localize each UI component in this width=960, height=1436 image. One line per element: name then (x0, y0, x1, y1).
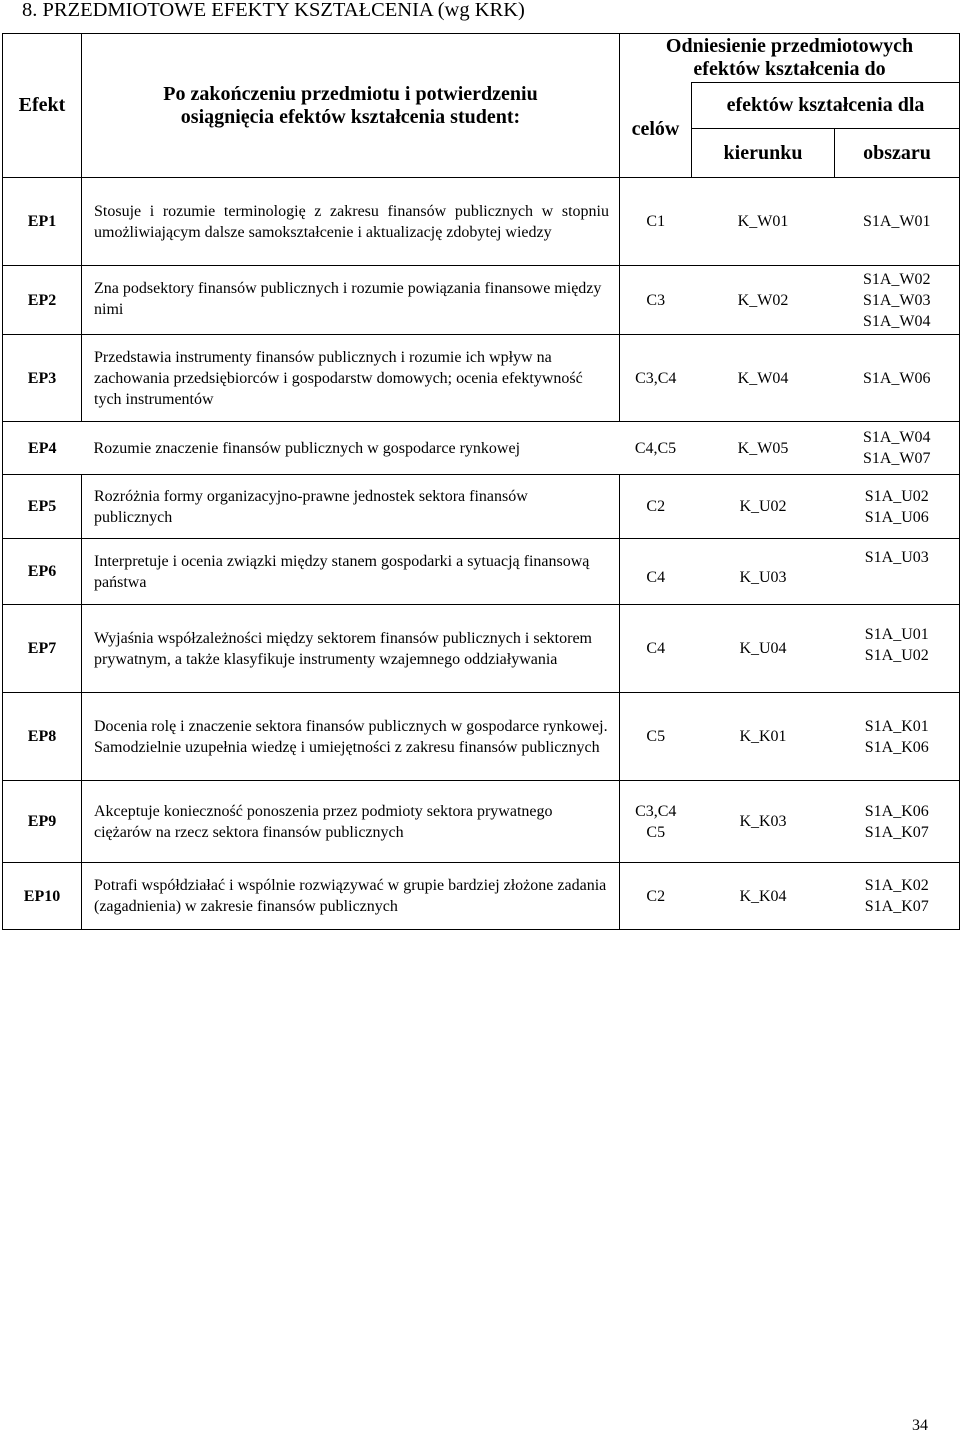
table-row (3, 781, 960, 863)
row-kierunku: K_U03 (692, 539, 835, 605)
row-celow: C3,C4 C5 (620, 781, 692, 863)
table-row (3, 693, 960, 781)
row-description: Zna podsektory finansów publicznych i rozumie powiązania finansowe między nimi (82, 266, 620, 335)
table-row (3, 178, 960, 266)
row-celow: C2 (620, 863, 692, 930)
row-description: Docenia rolę i znaczenie sektora finansów publicznych w gospodarce rynkowej. Samodzielnie uzupełnia wiedzę i umiejętności z zakresu finansów publicznych (82, 693, 620, 781)
row-kierunku: K_K01 (692, 693, 835, 781)
row-id: EP5 (3, 475, 82, 539)
row-kierunku: K_W01 (692, 178, 835, 266)
row-description: Rozróżnia formy organizacyjno-prawne jednostek sektora finansów publicznych (82, 475, 620, 539)
row-kierunku: K_K04 (692, 863, 835, 930)
row-description: Akceptuje konieczność ponoszenia przez podmioty sektora prywatnego ciężarów na rzecz sektora finansów publicznych (82, 781, 620, 863)
row-id: EP3 (3, 335, 82, 422)
row-description: Wyjaśnia współzależności między sektorem finansów publicznych i sektorem prywatnym, a także klasyfikuje instrumenty wzajemnego oddziaływania (82, 605, 620, 693)
row-kierunku: K_W05 (692, 422, 835, 475)
row-celow: C5 (620, 693, 692, 781)
table-row (3, 539, 960, 605)
row-kierunku: K_W04 (692, 335, 835, 422)
row-obszaru: S1A_K06 S1A_K07 (835, 781, 960, 863)
row-id: EP4 (3, 422, 82, 475)
row-id: EP8 (3, 693, 82, 781)
row-kierunku: K_W02 (692, 266, 835, 335)
learning-outcomes-table (2, 33, 960, 930)
table-row (3, 863, 960, 930)
header-efekt: Efekt (3, 34, 82, 178)
header-odniesienie: Odniesienie przedmiotowych efektów kształcenia do (620, 34, 960, 83)
row-obszaru: S1A_U01 S1A_U02 (835, 605, 960, 693)
row-description: Stosuje i rozumie terminologię z zakresu finansów publicznych w stopniu umożliwiającym dalsze samokształcenie i aktualizację zdobytej wiedzy (82, 178, 620, 266)
table-row (3, 422, 960, 475)
row-description: Rozumie znaczenie finansów publicznych w gospodarce rynkowej (82, 422, 620, 475)
row-obszaru: S1A_W04 S1A_W07 (835, 422, 960, 475)
row-celow: C4 (620, 605, 692, 693)
row-celow: C4 (620, 539, 692, 605)
row-kierunku: K_U02 (692, 475, 835, 539)
page-number: 34 (912, 1417, 928, 1434)
row-celow: C3,C4 (620, 335, 692, 422)
header-efektow-dla: efektów kształcenia dla (692, 83, 960, 129)
header-kierunku: kierunku (692, 129, 835, 178)
header-obszaru: obszaru (835, 129, 960, 178)
table-row (3, 335, 960, 422)
row-description: Przedstawia instrumenty finansów publicznych i rozumie ich wpływ na zachowania przedsiębiorców i gospodarstw domowych; ocenia efektywność tych instrumentów (82, 335, 620, 422)
row-obszaru: S1A_W06 (835, 335, 960, 422)
row-obszaru: S1A_W02 S1A_W03 S1A_W04 (835, 266, 960, 335)
row-id: EP2 (3, 266, 82, 335)
row-id: EP10 (3, 863, 82, 930)
row-obszaru: S1A_K02 S1A_K07 (835, 863, 960, 930)
row-id: EP1 (3, 178, 82, 266)
row-celow: C2 (620, 475, 692, 539)
row-obszaru: S1A_W01 (835, 178, 960, 266)
section-title: 8. PRZEDMIOTOWE EFEKTY KSZTAŁCENIA (wg KRK) (22, 0, 525, 21)
row-id: EP6 (3, 539, 82, 605)
table-row (3, 605, 960, 693)
row-id: EP9 (3, 781, 82, 863)
row-celow: C3 (620, 266, 692, 335)
table-row (3, 475, 960, 539)
row-description: Interpretuje i ocenia związki między stanem gospodarki a sytuacją finansową państwa (82, 539, 620, 605)
row-kierunku: K_U04 (692, 605, 835, 693)
row-description: Potrafi współdziałać i wspólnie rozwiązywać w grupie bardziej złożone zadania (zagadnienia) w zakresie finansów publicznych (82, 863, 620, 930)
row-obszaru: S1A_K01 S1A_K06 (835, 693, 960, 781)
row-kierunku: K_K03 (692, 781, 835, 863)
header-description: Po zakończeniu przedmiotu i potwierdzeniu osiągnięcia efektów kształcenia student: (82, 34, 620, 178)
table-row (3, 266, 960, 335)
row-obszaru: S1A_U03 (835, 539, 960, 605)
header-celow: celów (620, 83, 692, 178)
row-celow: C1 (620, 178, 692, 266)
row-id: EP7 (3, 605, 82, 693)
row-celow: C4,C5 (620, 422, 692, 475)
row-obszaru: S1A_U02 S1A_U06 (835, 475, 960, 539)
